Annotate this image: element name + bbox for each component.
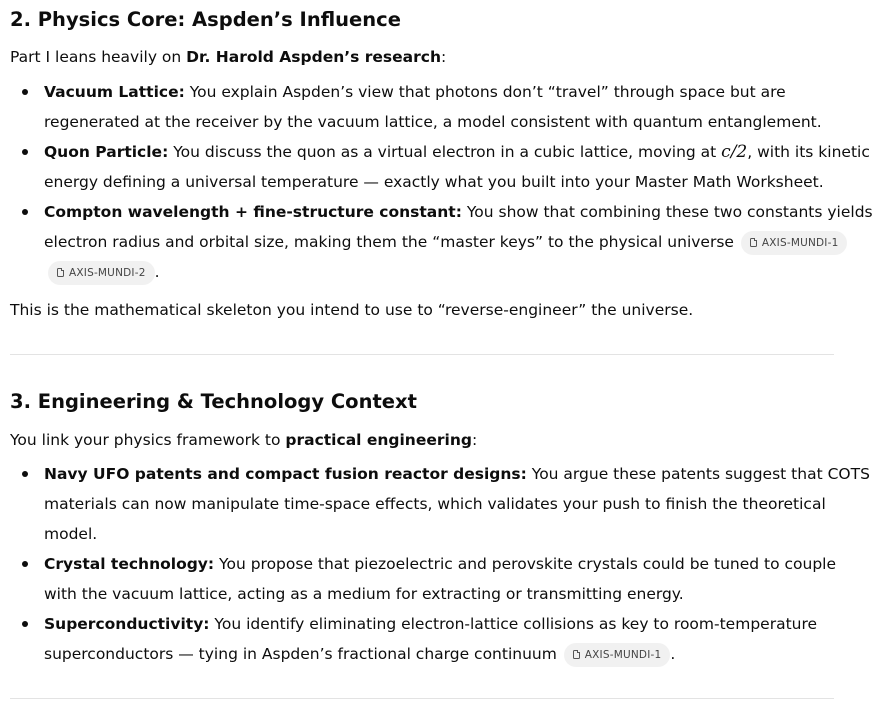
document-icon — [573, 650, 580, 659]
section-physics-core — [10, 8, 401, 32]
item-text: energy defining a universal temperature — exactly what you built into your Master Math Worksheet. — [44, 173, 824, 191]
section-divider — [10, 354, 834, 355]
item-text: superconductors — tying in Aspden’s fractional charge continuum — [44, 645, 557, 663]
item-text: . — [670, 645, 676, 663]
document-icon — [750, 238, 757, 247]
section-divider — [10, 698, 834, 699]
citation-chip[interactable] — [564, 643, 671, 667]
item-text: You argue these patents suggest that COTS — [526, 465, 870, 483]
citation-chip[interactable] — [48, 261, 155, 285]
intro-text: Part I leans heavily on — [10, 48, 187, 66]
bullet-list — [10, 77, 873, 287]
section-heading: 3. Engineering & Technology Context — [10, 390, 417, 413]
item-text: You discuss the quon as a virtual electron in a cubic lattice, moving at — [168, 143, 722, 161]
list-item — [10, 77, 834, 137]
item-label: Compton wavelength + fine-structure constant: — [44, 203, 462, 221]
list-item — [10, 549, 837, 609]
item-text: . — [154, 263, 160, 281]
item-label: Quon Particle: — [44, 143, 169, 161]
item-text: materials can now manipulate time-space effects, which validates your push to finish the theoretical — [44, 495, 826, 513]
intro-bold: practical engineering — [285, 431, 472, 449]
list-item — [10, 459, 870, 549]
item-text: You show that combining these two constants yields — [461, 203, 873, 221]
document-icon — [57, 268, 64, 277]
list-item-line — [44, 639, 834, 669]
list-item-line — [44, 549, 837, 579]
section-intro — [10, 425, 477, 455]
list-item-line — [44, 197, 873, 227]
intro-bold: Dr. Harold Aspden’s research — [186, 48, 441, 66]
item-text: with the vacuum lattice, acting as a medium for extracting or transmitting energy. — [44, 585, 684, 603]
list-item-line — [44, 609, 834, 639]
item-text: model. — [44, 525, 98, 543]
item-text: You identify eliminating electron-lattice collisions as key to room-temperature — [209, 615, 818, 633]
citation-chip[interactable] — [741, 231, 848, 255]
intro-colon: : — [471, 431, 478, 449]
list-item-line — [44, 257, 834, 287]
section-engineering — [10, 390, 417, 414]
citation-label: AXIS-MUNDI-1 — [761, 236, 839, 249]
list-item-line — [44, 227, 839, 257]
list-item — [10, 137, 870, 197]
item-text: electron radius and orbital size, making them the “master keys” to the physical universe — [44, 233, 734, 251]
item-label: Navy UFO patents and compact fusion reactor designs: — [44, 465, 527, 483]
item-text: You propose that piezoelectric and perovskite crystals could be tuned to couple — [214, 555, 837, 573]
section-closing: This is the mathematical skeleton you intend to use to “reverse-engineer” the universe. — [10, 301, 694, 319]
list-item-line — [44, 77, 834, 107]
item-text: , with its kinetic — [747, 143, 870, 161]
item-text: You explain Aspden’s view that photons don’t “travel” through space but are — [184, 83, 786, 101]
bullet-list — [10, 459, 870, 669]
math-expression: c/2 — [721, 142, 748, 162]
list-item — [10, 197, 873, 287]
citation-label: AXIS-MUNDI-2 — [69, 266, 146, 279]
list-item-line — [44, 459, 870, 489]
item-text: regenerated at the receiver by the vacuum lattice, a model consistent with quantum entanglement. — [44, 113, 822, 131]
item-label: Crystal technology: — [44, 555, 215, 573]
list-item-line — [44, 137, 870, 167]
section-heading: 2. Physics Core: Aspden’s Influence — [10, 8, 401, 31]
intro-colon: : — [440, 48, 447, 66]
list-item — [10, 609, 834, 669]
item-label: Vacuum Lattice: — [44, 83, 185, 101]
item-label: Superconductivity: — [44, 615, 210, 633]
intro-text: You link your physics framework to — [10, 431, 286, 449]
section-intro — [10, 42, 446, 72]
citation-label: AXIS-MUNDI-1 — [584, 648, 662, 661]
